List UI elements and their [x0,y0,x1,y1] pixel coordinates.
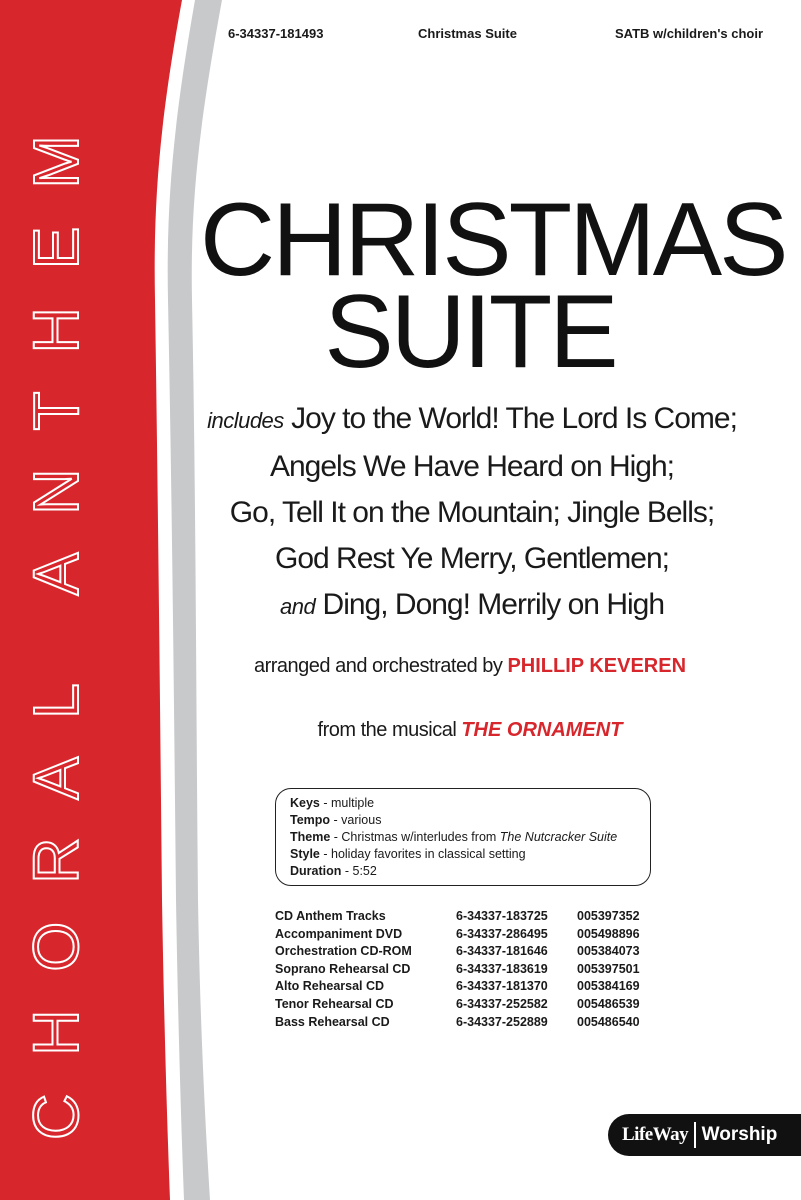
info-theme [290,829,636,846]
song-5: Ding, Dong! Merrily on High [322,588,665,621]
product-name: Soprano Rehearsal CD [275,961,411,976]
song-line-1 [192,396,752,444]
arranger-credit [200,655,740,678]
theme-value: - Christmas w/interludes from [330,830,500,844]
product-row [275,926,640,944]
product-item: 005384169 [577,979,640,994]
product-upc: 6-34337-183619 [456,961,548,976]
header-code: 6-34337-181493 [228,26,324,41]
info-style [290,846,636,863]
info-duration [290,863,636,880]
song-line-4: God Rest Ye Merry, Gentlemen; [275,542,669,575]
header-voicing: SATB w/children's choir [615,26,764,41]
product-row [275,908,640,926]
product-item: 005397352 [577,909,640,923]
logo-lifeway: LifeWay [622,1124,689,1145]
logo-worship: Worship [701,1124,778,1145]
tempo-label: Tempo [290,813,331,827]
theme-italic: The Nutcracker Suite [499,830,618,844]
song-list [192,396,752,630]
product-item: 005486539 [577,996,640,1011]
info-tempo [290,812,636,829]
product-name: Accompaniment DVD [275,926,403,941]
product-name: Bass Rehearsal CD [275,1014,390,1029]
duration-value: - 5:52 [341,864,377,878]
keys-value: - multiple [319,796,375,810]
header-title: Christmas Suite [418,26,517,41]
side-banner-text: CHORAL ANTHEM [20,97,92,1140]
product-upc: 6-34337-252889 [456,1014,548,1029]
musical-prefix: from the musical [317,719,457,741]
song-line-2: Angels We Have Heard on High; [269,450,674,483]
product-name: Orchestration CD-ROM [275,944,412,959]
product-upc: 6-34337-286495 [456,926,548,941]
tempo-value: - various [330,813,382,827]
arranger-name: PHILLIP KEVEREN [507,655,687,677]
musical-name: THE ORNAMENT [461,719,623,741]
info-box [275,788,651,886]
product-name: Alto Rehearsal CD [275,979,385,994]
product-row [275,978,640,996]
title-line-1: CHRISTMAS [200,182,786,298]
info-keys [290,795,636,812]
product-row [275,961,640,979]
lifeway-worship-logo [608,1114,801,1156]
songs-prefix: includes [207,408,284,433]
songs-and: and [279,594,316,619]
product-row [275,1014,640,1032]
product-row [275,943,640,961]
keys-label: Keys [290,796,320,810]
song-line-3: Go, Tell It on the Mountain; Jingle Bells; [229,496,715,529]
product-item: 005498896 [577,926,640,941]
product-item: 005384073 [577,944,640,959]
product-upc: 6-34337-183725 [456,909,548,923]
product-upc: 6-34337-181370 [456,979,548,994]
title-line-2: SUITE [324,274,616,390]
product-name: Tenor Rehearsal CD [275,996,394,1011]
product-upc: 6-34337-252582 [456,996,548,1011]
song-line-5 [192,582,752,630]
arranger-prefix: arranged and orchestrated by [253,655,503,677]
logo-divider [694,1122,696,1148]
product-name: CD Anthem Tracks [275,909,386,923]
product-list [275,908,640,1031]
duration-label: Duration [290,864,342,878]
product-item: 005397501 [577,961,640,976]
style-value: - holiday favorites in classical setting [319,847,526,861]
product-upc: 6-34337-181646 [456,944,548,959]
style-label: Style [290,847,320,861]
product-row [275,996,640,1014]
theme-label: Theme [290,830,331,844]
musical-credit [200,719,740,742]
product-item: 005486540 [577,1014,640,1029]
song-1: Joy to the World! The Lord Is Come; [291,402,737,435]
